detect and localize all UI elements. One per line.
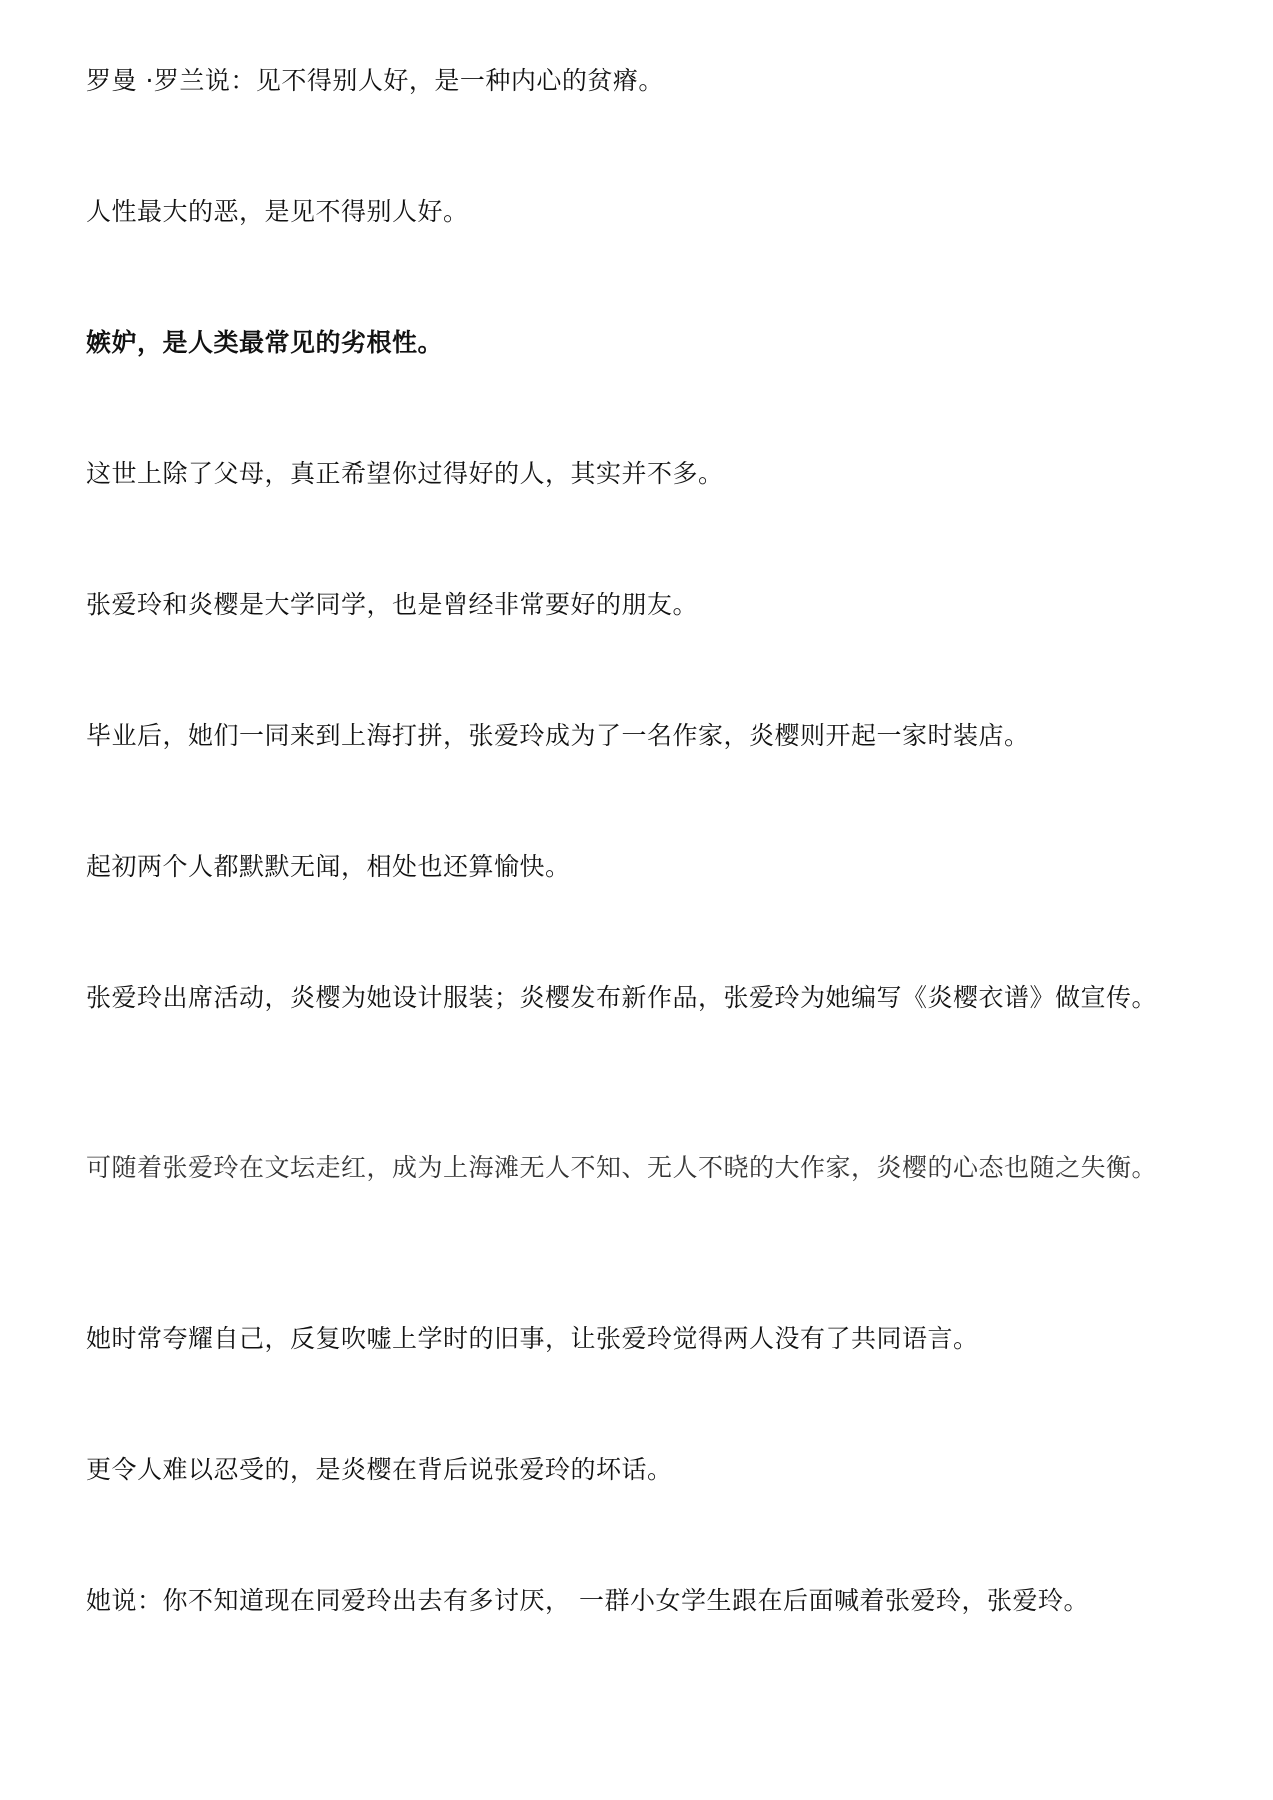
paragraph-at-first: 起初两个人都默默无闻，相处也还算愉快。 [86,852,571,881]
paragraph-after-graduation: 毕业后，她们一同来到上海打拼，张爱玲成为了一名作家，炎樱则开起一家时装店。 [86,721,1030,750]
paragraph-human-evil: 人性最大的恶，是见不得别人好。 [86,197,469,226]
paragraph-quote-schoolgirls: 她说：你不知道现在同爱玲出去有多讨厌， 一群小女学生跟在后面喊着张爱玲，张爱玲。 [86,1586,1089,1615]
paragraph-mutual-support: 张爱玲出席活动，炎樱为她设计服装；炎樱发布新作品，张爱玲为她编写《炎樱衣谱》做宣传。 [86,983,1158,1012]
paragraph-parents: 这世上除了父母，真正希望你过得好的人，其实并不多。 [86,459,724,488]
paragraph-bad-words: 更令人难以忍受的，是炎樱在背后说张爱玲的坏话。 [86,1455,673,1484]
paragraph-romain-rolland-quote: 罗曼 ·罗兰说：见不得别人好，是一种内心的贫瘠。 [86,66,664,95]
paragraph-classmates: 张爱玲和炎樱是大学同学，也是曾经非常要好的朋友。 [86,590,699,619]
paragraph-imbalance: 可随着张爱玲在文坛走红，成为上海滩无人不知、无人不晓的大作家，炎樱的心态也随之失衡。 [86,1153,1158,1182]
paragraph-boasting: 她时常夸耀自己，反复吹嘘上学时的旧事，让张爱玲觉得两人没有了共同语言。 [86,1324,979,1353]
paragraph-jealousy-bold: 嫉妒，是人类最常见的劣根性。 [86,328,444,357]
